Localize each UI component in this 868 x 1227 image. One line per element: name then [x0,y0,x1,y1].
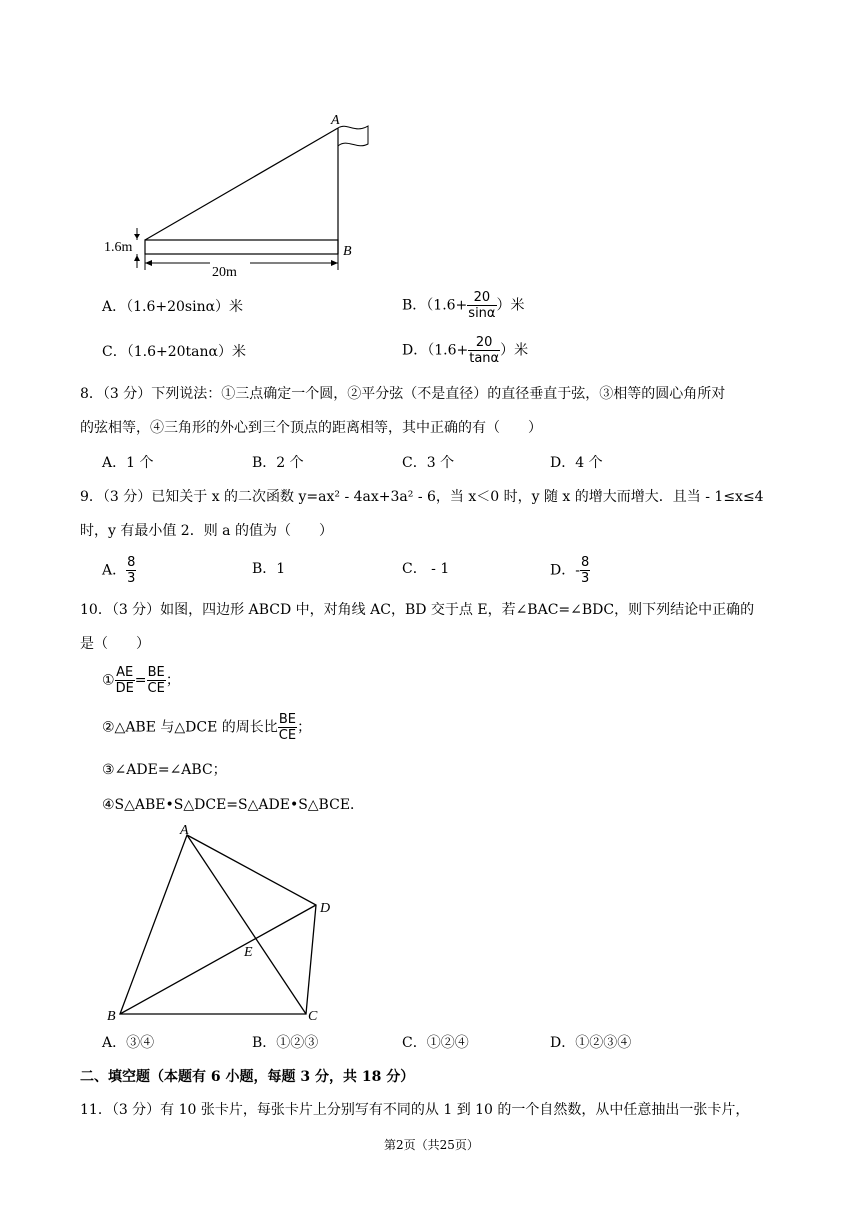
q10-option-b: B．①②③ [252,1035,319,1051]
label-b: B [343,244,352,259]
q10-statement-4: ④S△ABE•S△DCE=S△ADE•S△BCE． [102,797,365,813]
vertex-a: A [180,823,189,838]
q10-statement-2: ②△ABE 与△DCE 的周长比 $\frac{BE}{CE}$ ； [102,712,312,743]
distance-label: 20m [212,265,237,280]
q9-option-b: B．1 [252,561,286,577]
vertex-c: C [308,1009,318,1024]
section2-heading: 二、填空题（本题有 6 小题，每题 3 分，共 18 分） [80,1069,415,1085]
q8-line1: 8．（3 分）下列说法：①三点确定一个圆，②平分弦（不是直径）的直径垂直于弦，③相等的圆心角所对 [80,386,726,402]
flag-shape [338,126,368,146]
label-a: A [331,113,340,128]
q10-statement-1: ① $\frac{AE}{DE}$ = $\frac{BE}{CE}$ ； [102,665,180,696]
q8-option-b: B．2 个 [252,455,304,471]
q9-line1: 9．（3 分）已知关于 x 的二次函数 y=ax² - 4ax+3a² - 6，当 x＜0 时，y 随 x 的增大而增大．且当 - 1≤x≤4 [80,489,764,505]
diagonal-bd [120,905,316,1014]
q10-option-c: C．①②④ [402,1035,469,1051]
quadrilateral-abcd [120,835,316,1014]
diagonal-ac [187,835,306,1014]
q7-d-fraction: $\frac{20}{\tan\alpha}$ [469,335,500,366]
q7-option-c: C．（1.6+20tanα）米 [102,344,246,360]
q8-option-a: A．1 个 [102,455,154,471]
hypotenuse-line [145,128,338,240]
page-footer: 第2页（共25页） [384,1138,479,1152]
q8-line2: 的弦相等，④三角形的外心到三个顶点的距离相等，其中正确的有（ ） [80,420,542,436]
height-label: 1.6m [104,240,133,255]
observer-rect [145,240,338,254]
q7-option-d: D．（1.6+ $\frac{20}{\tan\alpha}$ ）米 [402,335,529,366]
flagpole-figure [95,110,385,290]
q10-statement-3: ③∠ADE=∠ABC； [102,762,227,778]
q7-option-a: A．（1.6+20sinα）米 [102,299,244,315]
q11-line1: 11．（3 分）有 10 张卡片，每张卡片上分别写有不同的从 1 到 10 的一个自然数，从中任意抽出一张卡片， [80,1102,750,1118]
q7-b-fraction: $\frac{20}{\sin\alpha}$ [468,290,496,321]
q10-line2: 是（ ） [80,636,150,652]
q10-line1: 10．（3 分）如图，四边形 ABCD 中，对角线 AC，BD 交于点 E，若∠BAC=∠BDC，则下列结论中正确的 [80,602,755,618]
q10-option-a: A．③④ [102,1035,155,1051]
q9-option-c: C． - 1 [402,561,450,577]
q9-option-d: D．- $\frac{8}{3}$ [550,555,590,586]
q9-option-a: A． $\frac{8}{3}$ [102,555,136,586]
q10-option-d: D．①②③④ [550,1035,632,1051]
q7-option-b: B．（1.6+ $\frac{20}{\sin\alpha}$ ）米 [402,290,525,321]
quadrilateral-figure [100,818,340,1030]
vertex-d: D [320,901,331,916]
q8-option-c: C．3 个 [402,455,455,471]
vertex-b: B [107,1009,116,1024]
q8-option-d: D．4 个 [550,455,603,471]
q9-line2: 时，y 有最小值 2．则 a 的值为（ ） [80,523,333,539]
point-e: E [244,945,253,960]
